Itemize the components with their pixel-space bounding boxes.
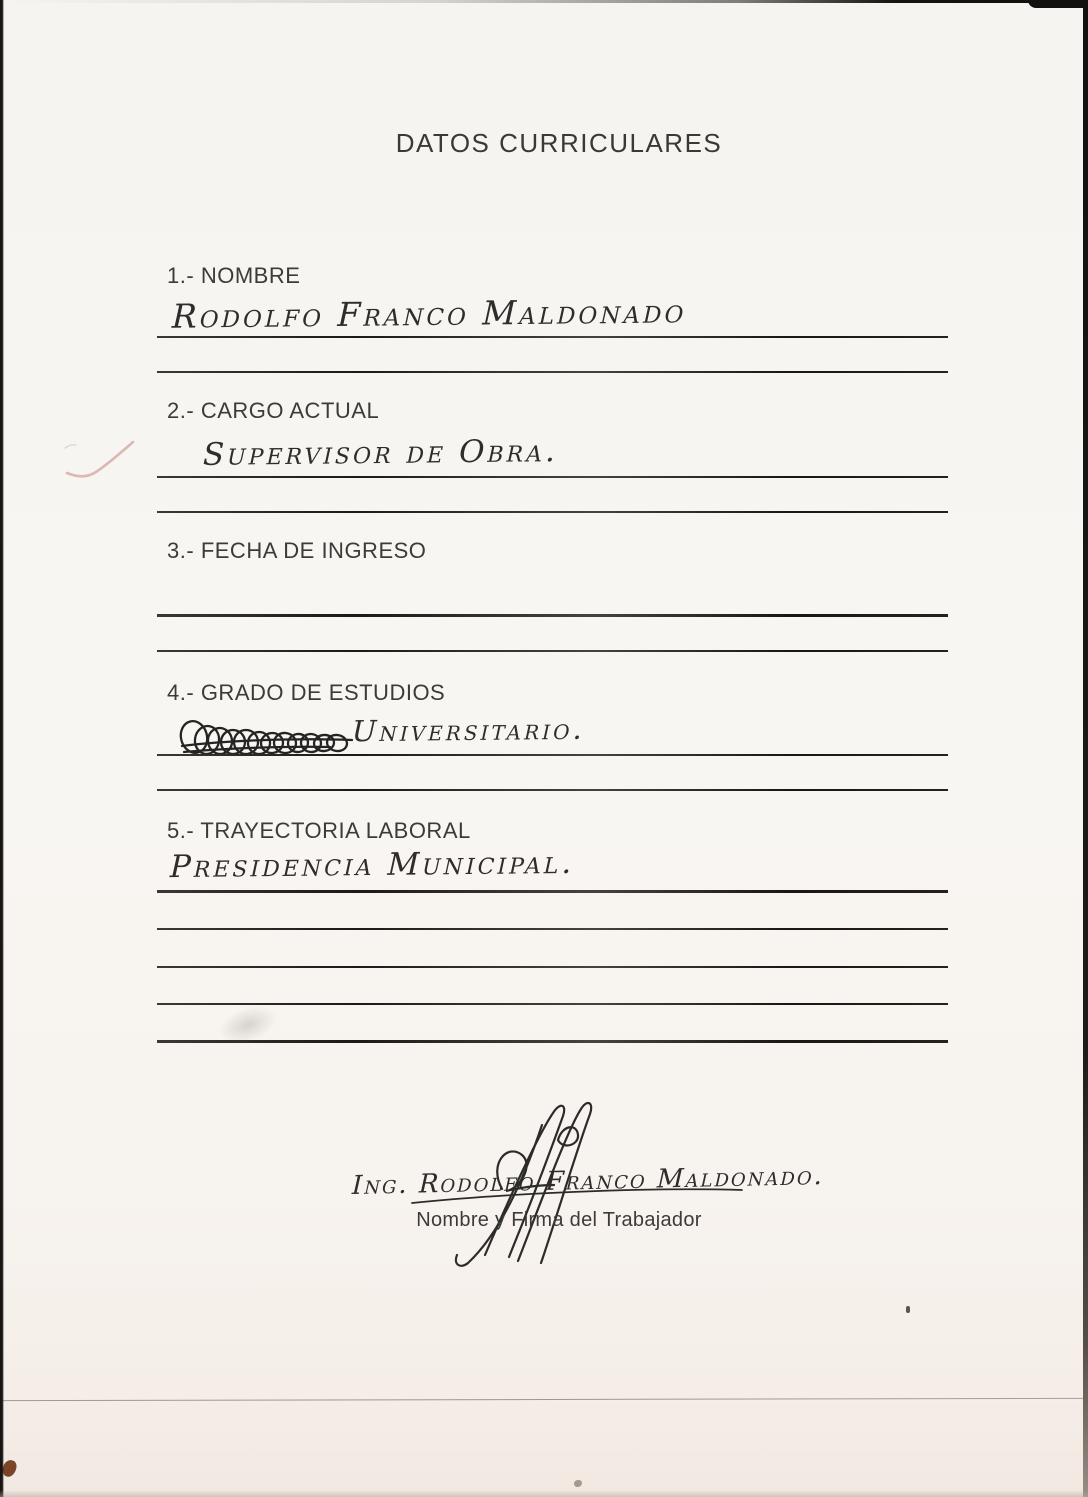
- scan-edge-bottom: [0, 1490, 1088, 1497]
- field-label-trayectoria: [167, 818, 471, 844]
- dust-speck: [574, 1480, 582, 1487]
- handwritten-grado: Universitario.: [351, 711, 586, 749]
- ruled-line: [157, 1040, 948, 1043]
- ruled-line: [157, 511, 948, 513]
- scan-edge-top: [0, 0, 1088, 3]
- field-label-nombre: [167, 263, 300, 289]
- field-label-grado-estudios: [167, 680, 445, 706]
- ruled-line: [157, 789, 948, 791]
- handwritten-cargo: Supervisor de Obra.: [202, 433, 559, 473]
- field-text: FECHA DE INGRESO: [200, 538, 427, 563]
- scan-edge-right: [1083, 0, 1088, 1497]
- field-number: 3.-: [167, 538, 195, 563]
- ruled-line: [157, 754, 948, 756]
- field-number: 1.-: [167, 263, 195, 288]
- field-text: CARGO ACTUAL: [200, 398, 380, 423]
- field-label-cargo-actual: [167, 398, 379, 424]
- signature-flourish: [390, 1093, 820, 1271]
- check-mark: [55, 430, 147, 486]
- ruled-line: [157, 650, 948, 652]
- field-text: NOMBRE: [200, 263, 301, 288]
- ink-speck: [906, 1306, 910, 1313]
- signature-caption: Nombre y Firma del Trabajador: [416, 1209, 702, 1231]
- fold-crease-line: [0, 1398, 1088, 1401]
- field-text: GRADO DE ESTUDIOS: [200, 680, 446, 705]
- field-number: 4.-: [167, 680, 195, 705]
- ruled-line: [157, 966, 948, 968]
- handwritten-signature-name: Ing. Rodolfo Franco Maldonado.: [351, 1161, 825, 1201]
- field-number: 2.-: [167, 398, 195, 423]
- scan-edge-left: [0, 0, 4, 1497]
- ruled-line: [157, 614, 948, 617]
- handwritten-nombre: Rodolfo Franco Maldonado: [171, 291, 687, 336]
- scan-corner-top-right: [1028, 0, 1088, 8]
- field-text: TRAYECTORIA LABORAL: [200, 818, 471, 843]
- ruled-line: [157, 928, 948, 930]
- field-number: 5.-: [167, 818, 195, 843]
- pencil-smudge: [214, 999, 282, 1051]
- ruled-line: [157, 476, 948, 478]
- handwritten-trayectoria: Presidencia Municipal.: [169, 844, 575, 886]
- form-title: DATOS CURRICULARES: [395, 128, 723, 158]
- ruled-line: [157, 890, 948, 893]
- ruled-line: [157, 1003, 948, 1005]
- ruled-line: [157, 371, 948, 373]
- field-label-fecha-ingreso: [167, 538, 426, 564]
- ruled-line: [157, 336, 948, 338]
